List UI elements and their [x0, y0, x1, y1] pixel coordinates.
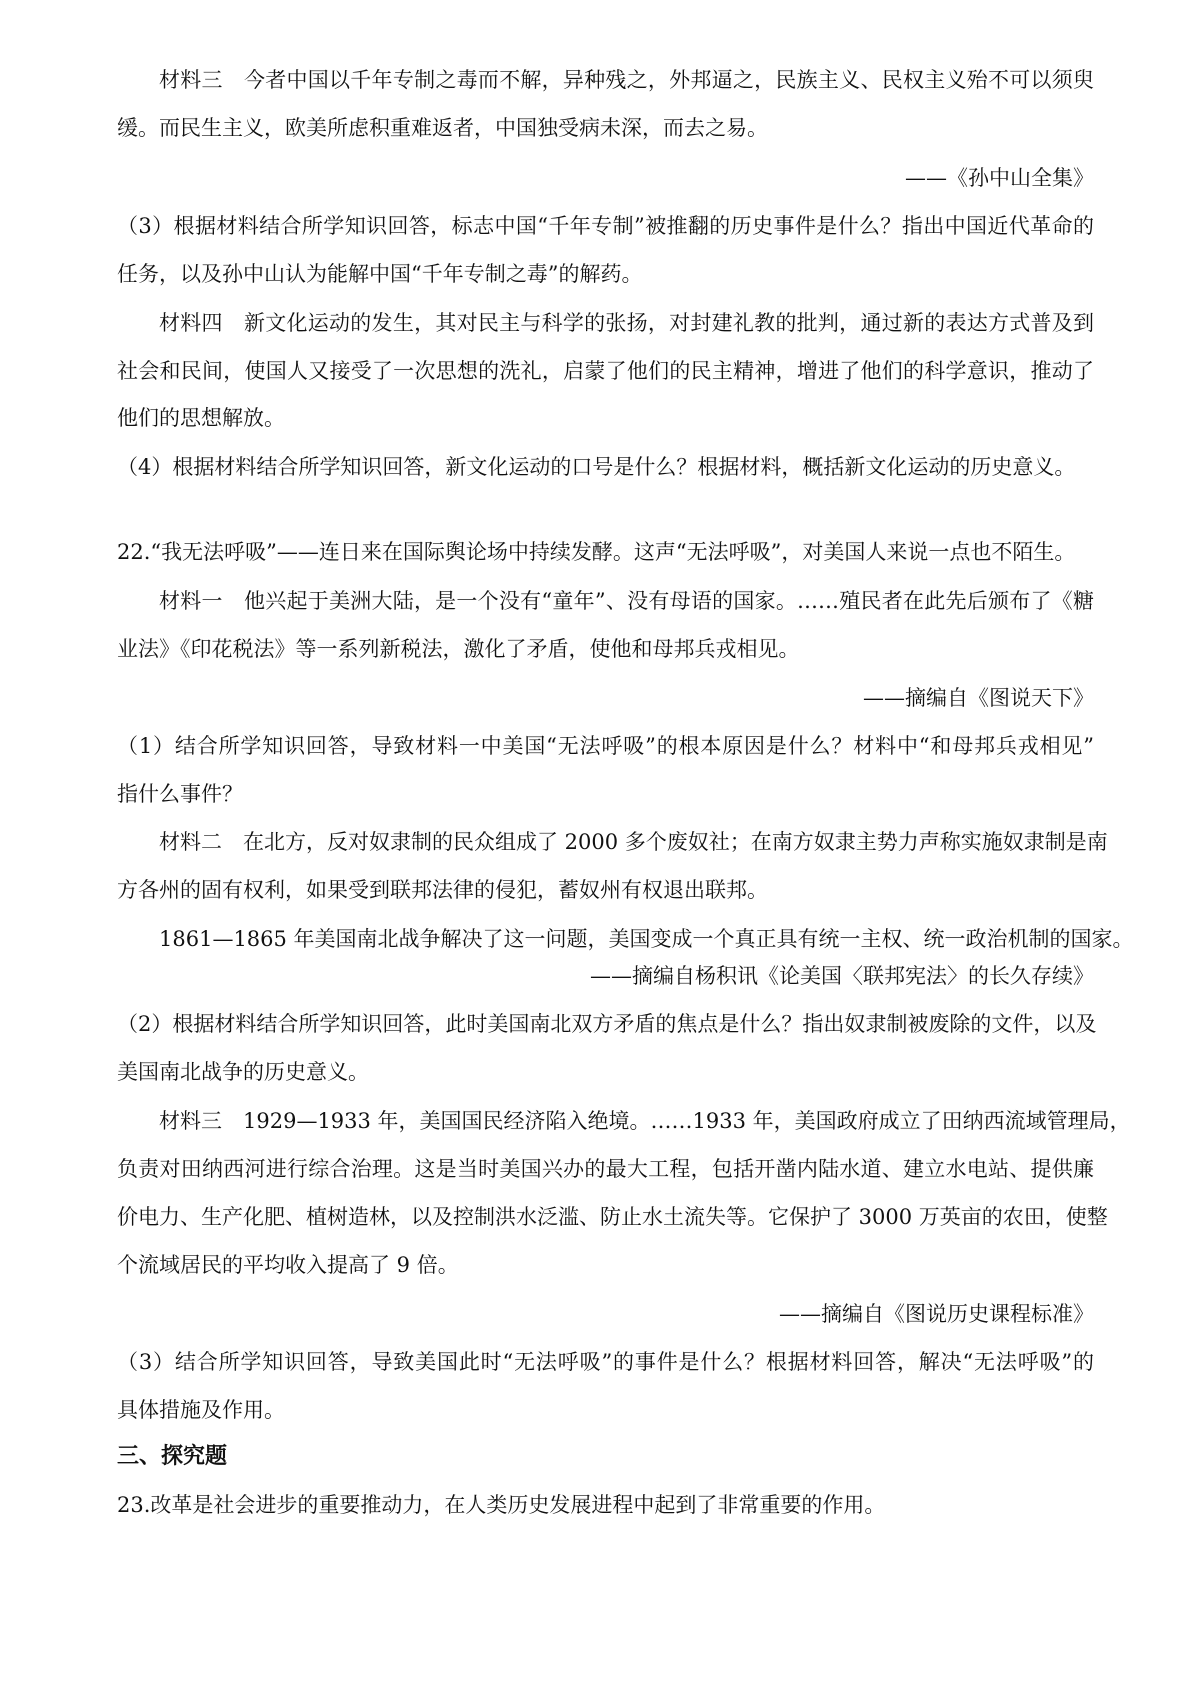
q22-material2-source: ——摘编自杨积讯《论美国〈联邦宪法〉的长久存续》 [590, 964, 1094, 988]
q22-material2-line2: 方各州的固有权利，如果受到联邦法律的侵犯，蓄奴州有权退出联邦。 [117, 878, 768, 902]
q21-material3-line1: 材料三 今者中国以千年专制之毒而不解，异种残之，外邦逼之，民族主义、民权主义殆不可以须臾 [159, 68, 1094, 92]
q22-material1-line1: 材料一 他兴起于美洲大陆，是一个没有“童年”、没有母语的国家。……殖民者在此先后颁布了《糖 [159, 589, 1094, 613]
q21-material4-line3: 他们的思想解放。 [117, 406, 285, 430]
q21-question3-line1: （3）根据材料结合所学知识回答，标志中国“千年专制”被推翻的历史事件是什么？指出中国近代革命的 [117, 214, 1094, 238]
q22-material3-line3: 价电力、生产化肥、植树造林，以及控制洪水泛滥、防止水土流失等。它保护了 3000 万英亩的农田，使整 [117, 1205, 1108, 1229]
q22-material3-source: ——摘编自《图说历史课程标准》 [779, 1302, 1094, 1326]
q23-intro: 23.改革是社会进步的重要推动力，在人类历史发展进程中起到了非常重要的作用。 [117, 1493, 886, 1517]
q21-question3-line2: 任务，以及孙中山认为能解中国“千年专制之毒”的解药。 [117, 262, 643, 286]
q22-question3-line2: 具体措施及作用。 [117, 1398, 285, 1422]
q22-question1-line2: 指什么事件？ [117, 782, 243, 806]
q21-question4-line1: （4）根据材料结合所学知识回答，新文化运动的口号是什么？根据材料，概括新文化运动的历史意义。 [117, 455, 1076, 479]
q22-question2-line2: 美国南北战争的历史意义。 [117, 1060, 369, 1084]
q22-question3-line1: （3）结合所学知识回答，导致美国此时“无法呼吸”的事件是什么？根据材料回答，解决“无法呼吸”的 [117, 1350, 1094, 1374]
q21-material3-source: ——《孙中山全集》 [905, 166, 1094, 190]
q22-material1-line2: 业法》《印花税法》等一系列新税法，激化了矛盾，使他和母邦兵戎相见。 [117, 637, 800, 661]
q22-material3-line2: 负责对田纳西河进行综合治理。这是当时美国兴办的最大工程，包括开凿内陆水道、建立水电站、提供廉 [117, 1157, 1094, 1181]
q21-material3-line2: 缓。而民生主义，欧美所虑积重难返者，中国独受病未深，而去之易。 [117, 116, 768, 140]
section-heading: 三、探究题 [117, 1444, 228, 1469]
q22-material2-line1: 材料二 在北方，反对奴隶制的民众组成了 2000 多个废奴社；在南方奴隶主势力声称实施奴隶制是南 [159, 830, 1108, 854]
q22-material2-line3: 1861—1865 年美国南北战争解决了这一问题，美国变成一个真正具有统一主权、统一政治机制的国家。 [159, 927, 1134, 951]
q21-material4-line2: 社会和民间，使国人又接受了一次思想的洗礼，启蒙了他们的民主精神，增进了他们的科学意识，推动了 [117, 359, 1094, 383]
q22-material1-source: ——摘编自《图说天下》 [863, 686, 1094, 710]
q22-question2-line1: （2）根据材料结合所学知识回答，此时美国南北双方矛盾的焦点是什么？指出奴隶制被废除的文件，以及 [117, 1012, 1097, 1036]
q22-material3-line1: 材料三 1929—1933 年，美国国民经济陷入绝境。……1933 年，美国政府成立了田纳西流域管理局， [159, 1109, 1131, 1133]
q21-material4-line1: 材料四 新文化运动的发生，其对民主与科学的张扬，对封建礼教的批判，通过新的表达方式普及到 [159, 311, 1094, 335]
q22-question1-line1: （1）结合所学知识回答，导致材料一中美国“无法呼吸”的根本原因是什么？材料中“和母邦兵戎相见” [117, 734, 1094, 758]
q22-material3-line4: 个流域居民的平均收入提高了 9 倍。 [117, 1253, 459, 1277]
q22-intro: 22.“我无法呼吸”——连日来在国际舆论场中持续发酵。这声“无法呼吸”，对美国人来说一点也不陌生。 [117, 540, 1076, 564]
